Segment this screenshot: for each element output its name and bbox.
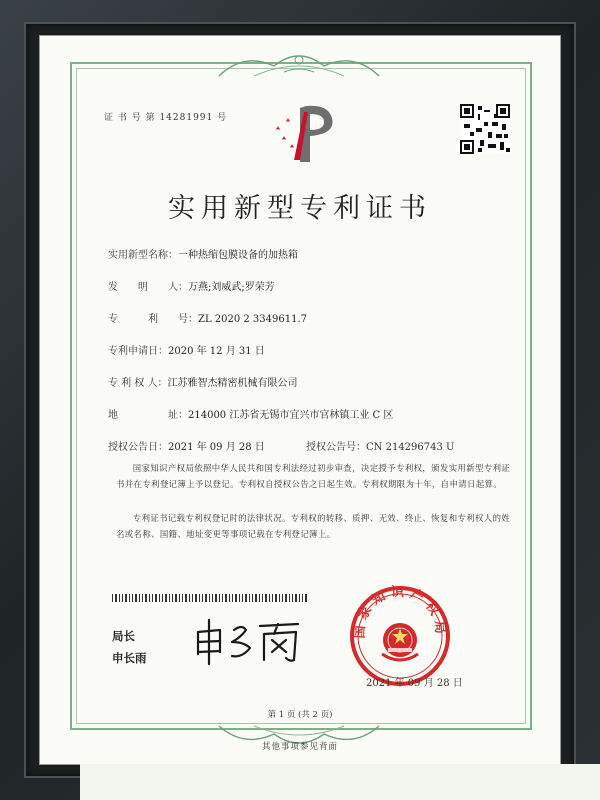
value-grant-date: 2021 年 09 月 28 日 xyxy=(168,442,265,453)
field-utility-model-name xyxy=(108,246,298,261)
value-patent-number: ZL 2020 2 3349611.7 xyxy=(198,314,308,325)
label-filing-date: 专利申请日： xyxy=(108,346,168,357)
label-utility-model-name: 实用新型名称： xyxy=(108,250,178,261)
page-number: 第 1 页 (共 2 页) xyxy=(267,710,333,720)
top-ornament xyxy=(214,46,384,82)
field-patent-number xyxy=(108,310,307,325)
cnipa-logo-icon xyxy=(270,100,340,164)
value-utility-model-name: 一种热缩包膜设备的加热箱 xyxy=(178,250,298,261)
value-filing-date: 2020 年 12 月 31 日 xyxy=(168,346,265,357)
legal-status-paragraph: 专利证书记载专利权登记时的法律状况。专利权的转移、质押、无效、终止、恢复和专利权人的姓名或名称、国籍、地址变更等事项记载在专利登记簿上。 xyxy=(116,513,511,539)
label-grant-date: 授权公告日： xyxy=(108,442,168,453)
certificate-paper xyxy=(40,36,560,764)
barcode-icon xyxy=(112,594,308,602)
field-address xyxy=(108,406,393,421)
qr-code-icon xyxy=(460,104,510,154)
field-patentee xyxy=(108,374,298,389)
value-inventor: 万燕;刘威武;罗荣芳 xyxy=(188,282,275,293)
label-patentee: 专 利 权 人： xyxy=(108,378,168,389)
label-patent-number: 专 利 号： xyxy=(108,314,198,325)
certificate-title: 实用新型专利证书 xyxy=(168,193,432,224)
field-grant-number xyxy=(306,438,454,453)
grant-paragraph: 国家知识产权局依照中华人民共和国专利法经过初步审查，决定授予专利权，颁发实用新型专利证书并在专利登记簿上予以登记。专利权自授权公告之日起生效。专利权期限为十年，自申请日起算。 xyxy=(116,463,511,489)
field-filing-date xyxy=(108,342,265,357)
label-inventor: 发 明 人： xyxy=(108,282,188,293)
signature-name: 申长雨 xyxy=(112,651,147,665)
footer-note: 其他事项参见背面 xyxy=(261,742,338,752)
seal-text: 国家知识产权局 xyxy=(352,585,448,640)
label-address: 地 址： xyxy=(108,410,188,421)
footer-strip xyxy=(80,764,600,800)
label-grant-number: 授权公告号： xyxy=(306,442,366,453)
official-seal xyxy=(348,584,452,688)
signature-title: 局长 xyxy=(112,629,135,643)
field-grant-date xyxy=(108,438,265,453)
value-patentee: 江苏雅智杰精密机械有限公司 xyxy=(167,378,298,389)
handwritten-signature xyxy=(190,616,310,666)
seal-date: 2021 年 09 月 28 日 xyxy=(366,678,463,689)
certificate-number: 证 书 号 第 14281991 号 xyxy=(104,113,228,123)
value-address: 214000 江苏省无锡市宜兴市官林镇工业 C 区 xyxy=(188,410,394,421)
value-grant-number: CN 214296743 U xyxy=(366,442,455,453)
field-inventor xyxy=(108,278,275,293)
